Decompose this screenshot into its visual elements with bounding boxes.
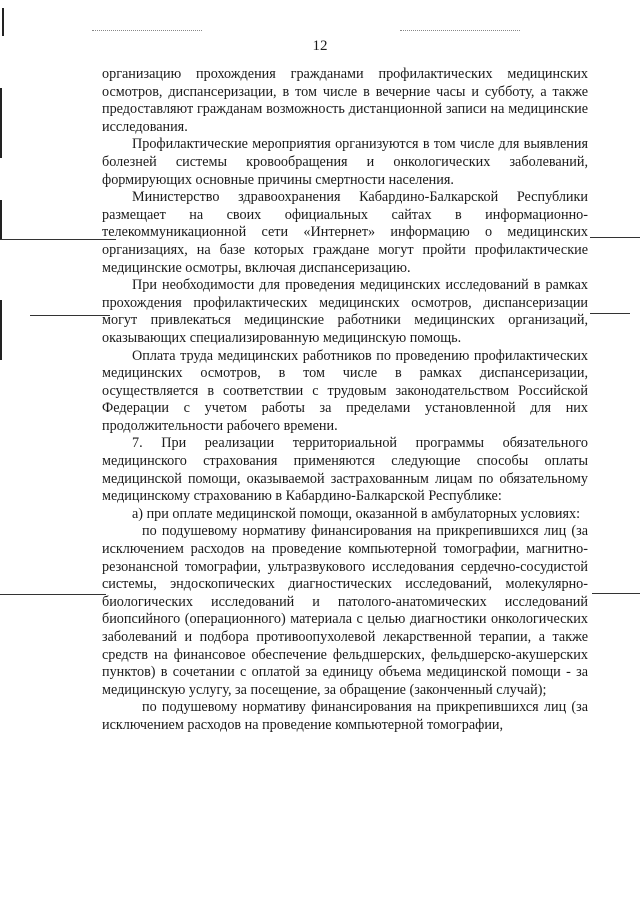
- scan-edge-mark: [2, 8, 4, 36]
- paragraph: а) при оплате медицинской помощи, оказанной в амбулаторных условиях:: [132, 505, 581, 522]
- paragraph: Оплата труда медицинских работников по проведению профилактических медицинских осмотров, в том числе в рамках диспансеризации, осуществляется в соответствии с трудовым законодательством Российской Федерации с учетом работы за пределами установленной для них продолжительности рабочего времени.: [102, 347, 588, 434]
- paragraph: При необходимости для проведения медицинских исследований в рамках прохождения профилактических медицинских осмотров, диспансеризации могут привлекаться медицинские работники медицинских организаций, оказывающих специализированную медицинскую помощь.: [102, 277, 588, 346]
- paragraph: по подушевому нормативу финансирования на прикрепившихся лиц (за исключением расходов на проведение компьютерной томографии, магнитно-резонансной томографии, ультразвукового исследования сердечно-сосудистой системы, эндоскопических диагностических исследований, молекулярно-биологических исследований и патолого-анатомических исследований биопсийного (операционного) материала с целью диагностики онкологических заболеваний и подбора противоопухолевой лекарственной терапии, а также средств на финансовое обеспечение фельдшерских, фельдшерско-акушерских пунктов) в сочетании с оплатой за единицу объема медицинской помощи - за медицинскую услугу, за посещение, за обращение (законченный случай);: [102, 523, 588, 698]
- paragraph: Профилактические мероприятия организуются в том числе для выявления болезней системы кровообращения и онкологических заболеваний, формирующих основные причины смертности населения.: [102, 136, 588, 188]
- scan-artifact-line: [590, 313, 630, 314]
- scan-edge-mark: [0, 200, 2, 240]
- document-body: [102, 66, 588, 735]
- scan-edge-mark: [0, 300, 2, 360]
- paragraph: организацию прохождения гражданами профилактических медицинских осмотров, диспансеризации, в том числе в вечерние часы и субботу, а также предоставляют гражданам возможность дистанционной записи на медицинские исследования.: [102, 66, 588, 135]
- paragraph: по подушевому нормативу финансирования на прикрепившихся лиц (за исключением расходов на проведение компьютерной томографии,: [102, 699, 588, 733]
- scan-artifact-dots: [92, 30, 202, 32]
- scan-artifact-line: [0, 239, 116, 240]
- paragraph: 7. При реализации территориальной программы обязательного медицинского страхования применяются следующие способы оплаты медицинской помощи, оказываемой застрахованным лицам по обязательному медицинскому страхованию в Кабардино-Балкарской Республике:: [102, 435, 588, 505]
- paragraph: Министерство здравоохранения Кабардино-Балкарской Республики размещает на своих официальных сайтах в информационно-телекоммуникационной сети «Интернет» информацию о медицинских организациях, на базе которых граждане могут пройти профилактические медицинские осмотры, включая диспансеризацию.: [102, 189, 588, 276]
- scan-artifact-line: [592, 593, 640, 594]
- scan-artifact-line: [0, 594, 106, 595]
- scan-edge-mark: [0, 88, 2, 158]
- scan-artifact-line: [590, 237, 640, 238]
- scan-artifact-dots: [400, 30, 520, 32]
- page-number: 12: [312, 38, 328, 54]
- scan-artifact-line: [30, 315, 110, 316]
